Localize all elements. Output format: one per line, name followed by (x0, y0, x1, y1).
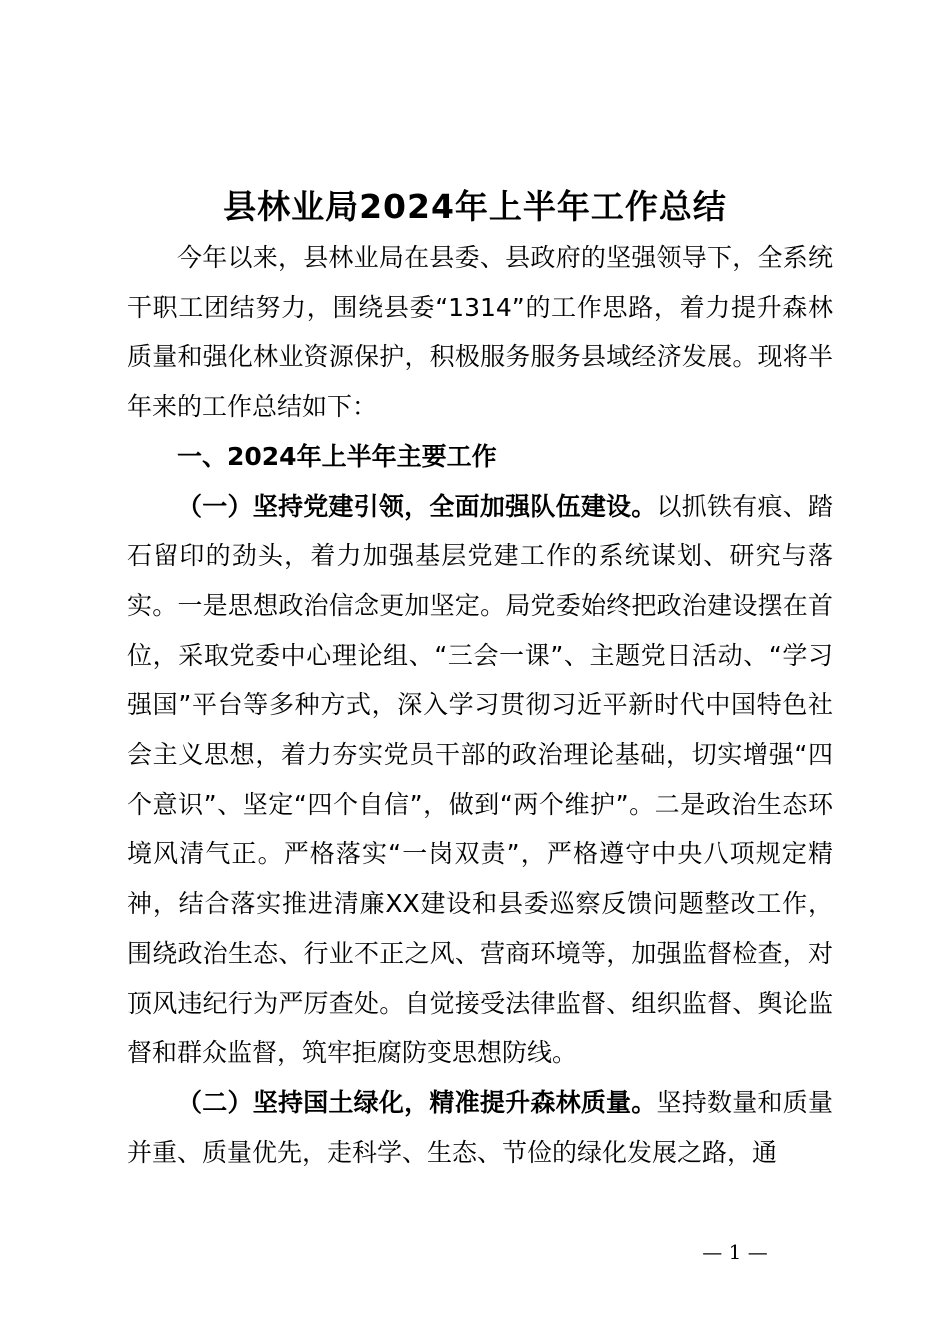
intro-paragraph: 今年以来，县林业局在县委、县政府的坚强领导下，全系统干职工团结努力，围绕县委“1314”的工作思路，着力提升森林质量和强化林业资源保护，积极服务服务县域经济发展。现将半年来的工作总结如下： (127, 243, 833, 422)
item-1-lead: （一）坚持党建引领，全面加强队伍建设。 (177, 491, 657, 521)
document-title: 县林业局2024年上半年工作总结 (223, 187, 727, 226)
item-1-text: 以抓铁有痕、踏石留印的劲头，着力加强基层党建工作的系统谋划、研究与落实。一是思想政治信念更加坚定。局党委始终把政治建设摆在首位，采取党委中心理论组、“三会一课”、主题党日活动、“学习强国”平台等多种方式，深入学习贯彻习近平新时代中国特色社会主义思想，着力夯实党员干部的政治理论基础，切实增强“四个意识”、坚定“四个自信”，做到“两个维护”。二是政治生态环境风清气正。严格落实“一岗双责”，严格遵守中央八项规定精神，结合落实推进清廉XX建设和县委巡察反馈问题整改工作，围绕政治生态、行业不正之风、营商环境等，加强监督检查，对顶风违纪行为严厉查处。自觉接受法律监督、组织监督、舆论监督和群众监督，筑牢拒腐防变思想防线。 (127, 491, 833, 1068)
item-2-lead: （二）坚持国土绿化，精准提升森林质量。 (177, 1087, 657, 1117)
item-1-paragraph (127, 482, 833, 1078)
section-heading: 一、2024年上半年主要工作 (177, 441, 497, 471)
item-2-paragraph (127, 1078, 833, 1177)
page-number: — 1 — (702, 1240, 768, 1264)
item-2-text: 坚持数量和质量并重、质量优先，走科学、生态、节俭的绿化发展之路，通 (127, 1087, 833, 1167)
document-body (127, 233, 833, 1177)
